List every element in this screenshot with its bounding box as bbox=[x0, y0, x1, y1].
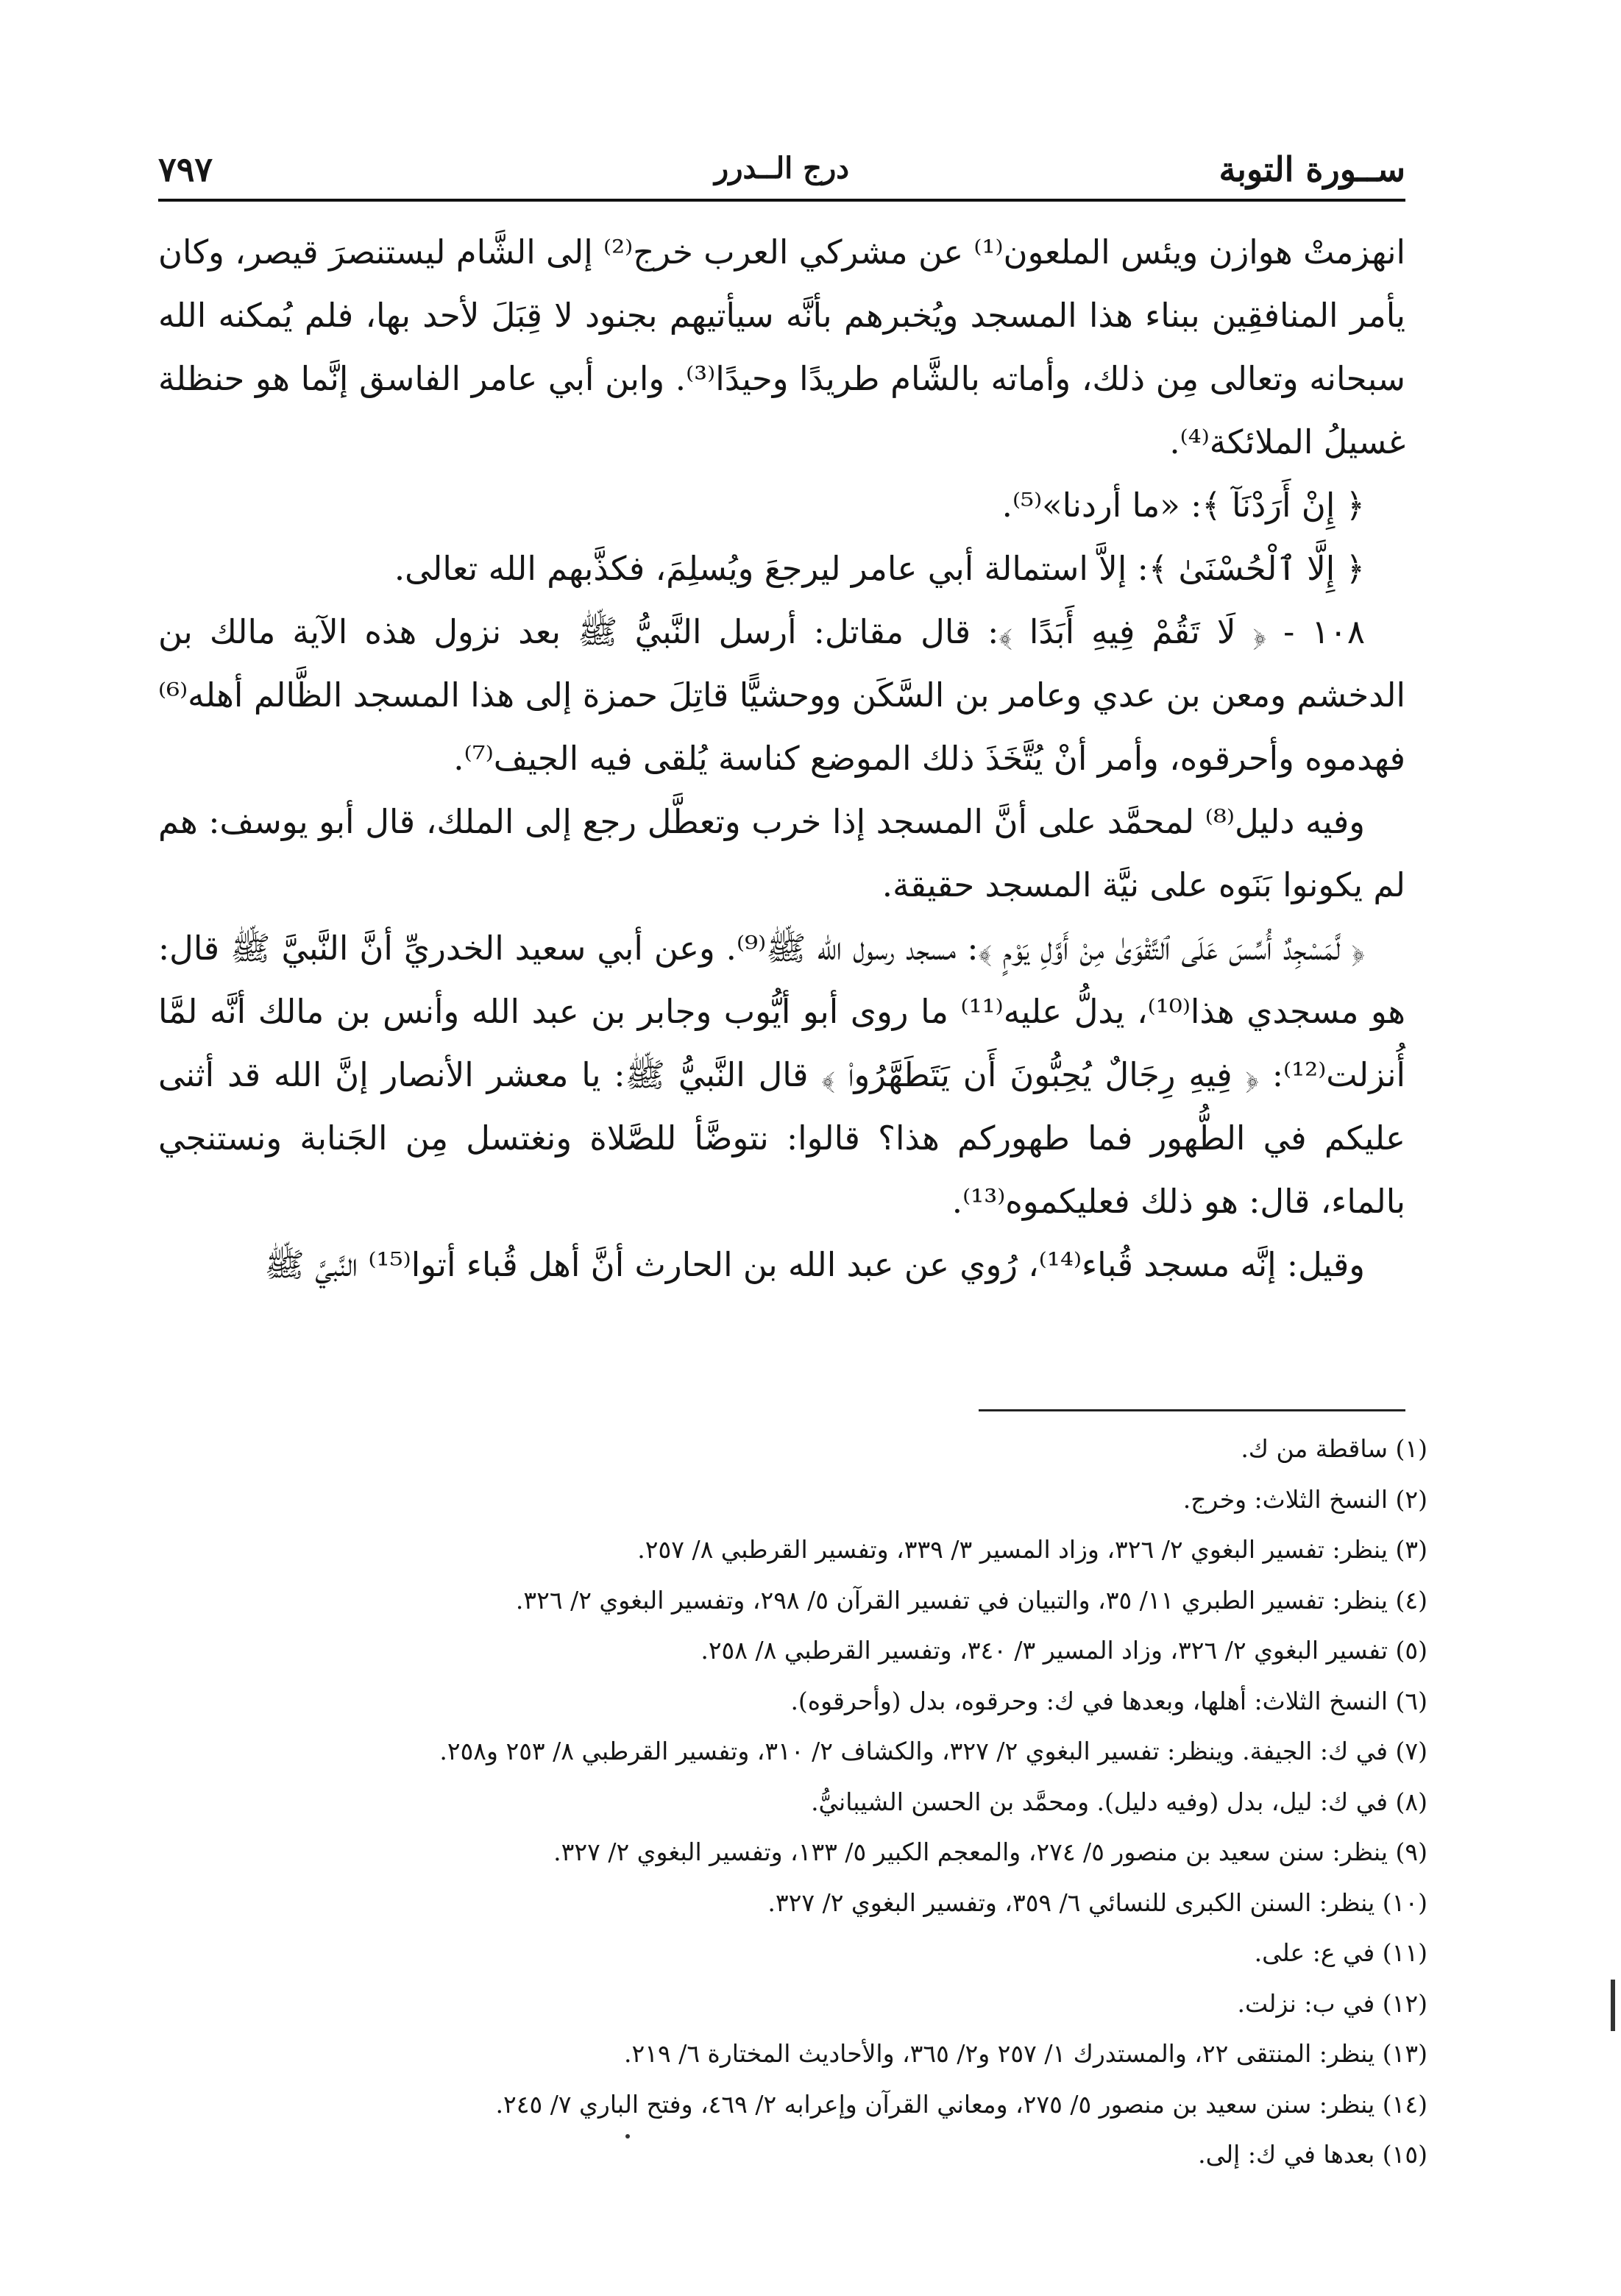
header-rule bbox=[158, 199, 1405, 202]
footnote-11: (١١) في ع: على. bbox=[1254, 1938, 1427, 1967]
book-title: درج الــدرر bbox=[714, 151, 850, 185]
paragraph-5: وفيه دليل⁽⁸⁾ لمحمَّد على أنَّ المسجد إذا خرب وتعطَّل رجع إلى الملك، قال أبو يوسف: هم لم يكونوا بَنَوه على نيَّة المسجد حقيقة. bbox=[158, 802, 1405, 904]
footnote-8: (٨) في ك: ليل، بدل (وفيه دليل). ومحمَّد بن الحسن الشيبانيُّ. bbox=[811, 1787, 1427, 1816]
footnote-separator bbox=[979, 1409, 1405, 1411]
paragraph-2: ﴿ إِنْ أَرَدْنَآ ﴾: «ما أردنا»⁽⁵⁾. bbox=[1001, 486, 1365, 525]
scan-speck bbox=[625, 2134, 630, 2139]
paragraph-3: ﴿ إِلَّا ٱلْحُسْنَىٰ ﴾: إلاَّ استمالة أبي عامر ليرجعَ ويُسلِمَ، فكذَّبهم الله تعالى. bbox=[394, 549, 1365, 588]
page-header bbox=[158, 144, 1405, 202]
surah-title: ســورة التوبة bbox=[1219, 149, 1405, 189]
footnote-6: (٦) النسخ الثلاث: أهلها، وبعدها في ك: وحرقوه، بدل (وأحرقوه). bbox=[790, 1686, 1427, 1715]
footnote-2: (٢) النسخ الثلاث: وخرج. bbox=[1182, 1484, 1427, 1514]
footnote-9: (٩) ينظر: سنن سعيد بن منصور ٥/ ٢٧٤، والمعجم الكبير ٥/ ١٣٣، وتفسير البغوي ٢/ ٣٢٧. bbox=[553, 1838, 1427, 1866]
paragraph-4: ١٠٨ - ﴿ لَا تَقُمْ فِيهِ أَبَدًا ﴾: قال مقاتل: أرسل النَّبيُّ ﷺ بعد نزول هذه الآية مالك بن الدخشم ومعن بن عدي وعامر بن السَّكَن ووحشيًّا قاتِلَ حمزة إلى هذا المسجد الظَّالم أهله⁽⁶⁾ فهدموه وأحرقوه، وأمر أنْ يُتَّخَذَ ذلك الموضع كناسة يُلقى فيه الجيف⁽⁷⁾. bbox=[158, 612, 1405, 778]
page-number: ٧٩٧ bbox=[158, 149, 213, 189]
footnote-7: (٧) في ك: الجيفة. وينظر: تفسير البغوي ٢/ ٣٢٧، والكشاف ٢/ ٣١٠، وتفسير القرطبي ٨/ ٢٥٣ و٢٥٨. bbox=[439, 1737, 1427, 1765]
paragraph-6: ﴿ لَّمَسْجِدٌ أُسِّسَ عَلَى ٱلتَّقْوَىٰ مِنْ أَوَّلِ يَوْمٍ ﴾: مسجد رسول الله ﷺ⁽⁹⁾. وعن أبي سعيد الخدريِّ أنَّ النَّبيَّ ﷺ قال: هو مسجدي هذا⁽¹⁰⁾، يدلُّ عليه⁽¹¹⁾ ما روى أبو أيُّوب وجابر بن عبد الله وأنس بن مالك أنَّه لمَّا أُنزلت⁽¹²⁾: ﴿ فِيهِ رِجَالٌ يُحِبُّونَ أَن يَتَطَهَّرُوا۟ ﴾ قال النَّبيُّ ﷺ: يا معشر الأنصار إنَّ الله قد أثنى عليكم في الطُّهور فما طهوركم هذا؟ قالوا: نتوضَّأ للصَّلاة ونغتسل مِن الجَنابة ونستنجي بالماء، قال: هو ذلك فعليكموه⁽¹³⁾. bbox=[158, 929, 1405, 1221]
footnote-3: (٣) ينظر: تفسير البغوي ٢/ ٣٢٦، وزاد المسير ٣/ ٣٣٩، وتفسير القرطبي ٨/ ٢٥٧. bbox=[637, 1535, 1427, 1564]
paragraph-7: وقيل: إنَّه مسجد قُباء⁽¹⁴⁾، رُوي عن عبد الله بن الحارث أنَّ أهل قُباء أتوا⁽¹⁵⁾ النَّبيَّ ﷺ bbox=[264, 1245, 1365, 1284]
scan-edge-mark bbox=[1611, 1980, 1615, 2031]
footnote-10: (١٠) ينظر: السنن الكبرى للنسائي ٦/ ٣٥٩، وتفسير البغوي ٢/ ٣٢٧. bbox=[767, 1888, 1427, 1917]
footnote-5: (٥) تفسير البغوي ٢/ ٣٢٦، وزاد المسير ٣/ ٣٤٠، وتفسير القرطبي ٨/ ٢٥٨. bbox=[700, 1636, 1427, 1665]
paragraph-1: انهزمتْ هوازن ويئس الملعون⁽¹⁾ عن مشركي العرب خرج⁽²⁾ إلى الشَّام ليستنصرَ قيصر، وكان يأمر المنافقِين ببناء هذا المسجد ويُخبرهم بأنَّه سيأتيهم بجنود لا قِبَلَ لأحد بها، فلم يُمكنه الله سبحانه وتعالى مِن ذلك، وأماته بالشَّام طريدًا وحيدًا⁽³⁾. وابن أبي عامر الفاسق إنَّما هو حنظلة غسيلُ الملائكة⁽⁴⁾. bbox=[158, 233, 1406, 461]
footnote-1: (١) ساقطة من ك. bbox=[1241, 1434, 1427, 1463]
main-text bbox=[158, 221, 1405, 1297]
footnotes bbox=[216, 1424, 1463, 2180]
footnote-13: (١٣) ينظر: المنتقى ٢٢، والمستدرك ١/ ٢٥٧ و٢/ ٣٦٥، والأحاديث المختارة ٦/ ٢١٩. bbox=[624, 2039, 1427, 2068]
footnote-12: (١٢) في ب: نزلت. bbox=[1237, 1988, 1427, 2018]
footnote-15: (١٥) بعدها في ك: إلى. bbox=[1198, 2140, 1427, 2169]
footnote-14: (١٤) ينظر: سنن سعيد بن منصور ٥/ ٢٧٥، ومعاني القرآن وإعرابه ٢/ ٤٦٩، وفتح الباري ٧/ ٢٤٥. bbox=[495, 2089, 1427, 2119]
footnote-4: (٤) ينظر: تفسير الطبري ١١/ ٣٥، والتبيان في تفسير القرآن ٥/ ٢٩٨، وتفسير البغوي ٢/ ٣٢٦. bbox=[515, 1585, 1427, 1615]
